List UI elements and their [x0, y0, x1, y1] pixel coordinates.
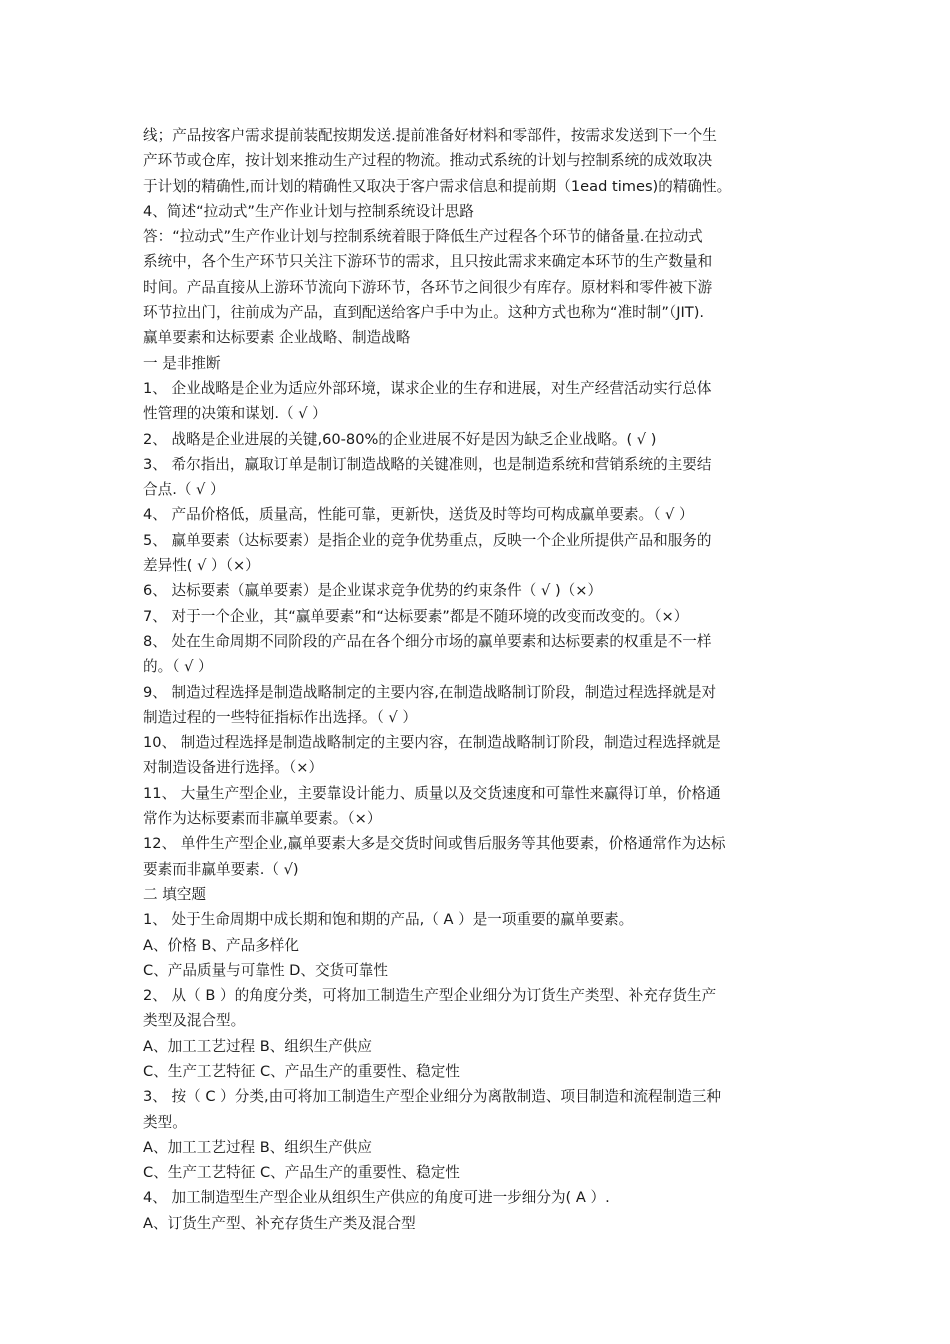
text-line: 时间。产品直接从上游环节流向下游环节，各环节之间很少有库存。原材料和零件被下游: [143, 278, 713, 296]
text-line: 3、 希尔指出，赢取订单是制订制造战略的关键准则，也是制造系统和营销系统的主要结: [143, 455, 712, 473]
text-line: A、订货生产型、补充存货生产类及混合型: [143, 1214, 416, 1232]
text-line: 7、 对于一个企业，其“赢单要素”和“达标要素”都是不随环境的改变而改变的。（×）: [143, 607, 689, 625]
text-line: 制造过程的一些特征指标作出选择。（ √ ）: [143, 708, 417, 726]
text-line: 于计划的精确性,而计划的精确性又取决于客户需求信息和提前期（1ead times)的精确性。: [143, 177, 732, 195]
text-line: 10、 制造过程选择是制造战略制定的主要内容，在制造战略制订阶段，制造过程选择就是: [143, 734, 721, 752]
text-line: 6、 达标要素（赢单要素）是企业谋求竞争优势的约束条件（ √ )（×）: [143, 582, 603, 600]
text-line: 常作为达标要素而非赢单要素。（×）: [143, 810, 382, 828]
text-line: 合点.（ √ ）: [143, 481, 225, 499]
text-line: 4、 产品价格低，质量高，性能可靠，更新快，送货及时等均可构成赢单要素。（ √ ）: [143, 506, 694, 524]
text-line: 差异性( √ ）（×）: [143, 557, 260, 575]
text-line: 类型。: [143, 1113, 187, 1131]
text-line: 1、 处于生命周期中成长期和饱和期的产品,（ A ）是一项重要的赢单要素。: [143, 911, 634, 929]
text-line: 4、简述“拉动式”生产作业计划与控制系统设计思路: [143, 202, 474, 220]
text-line: C、生产工艺特征 C、产品生产的重要性、稳定性: [143, 1062, 460, 1080]
text-line: 2、 战略是企业进展的关键,60-80%的企业进展不好是因为缺乏企业战略。( √ ): [143, 430, 657, 448]
text-line: 系统中，各个生产环节只关注下游环节的需求，且只按此需求来确定本环节的生产数量和: [143, 253, 713, 271]
text-line: C、产品质量与可靠性 D、交货可靠性: [143, 961, 388, 979]
text-line: 对制造设备进行选择。（×）: [143, 759, 324, 777]
text-line: 12、 单件生产型企业,赢单要素大多是交货时间或售后服务等其他要素，价格通常作为达标: [143, 835, 726, 853]
text-line: 3、 按（ C ）分类,由可将加工制造生产型企业细分为离散制造、项目制造和流程制造三种: [143, 1088, 722, 1106]
text-line: 8、 处在生命周期不同阶段的产品在各个细分市场的赢单要素和达标要素的权重是不一样: [143, 632, 712, 650]
text-line: C、生产工艺特征 C、产品生产的重要性、稳定性: [143, 1164, 460, 1182]
text-line: 性管理的决策和谋划.（ √ ）: [143, 405, 327, 423]
text-line: 要素而非赢单要素.（ √): [143, 860, 299, 878]
text-line: 线；产品按客户需求提前装配按期发送.提前准备好材料和零部件，按需求发送到下一个生: [143, 127, 717, 144]
text-line: 4、 加工制造型生产型企业从组织生产供应的角度可进一步细分为( A ）.: [143, 1189, 610, 1207]
text-line: A、加工工艺过程 B、组织生产供应: [143, 1138, 372, 1156]
document-text-body: [143, 123, 813, 1236]
text-line: A、价格 B、产品多样化: [143, 936, 299, 954]
text-line: 二 填空题: [143, 885, 207, 903]
text-line: 环节拉出门，往前成为产品，直到配送给客户手中为止。这种方式也称为“准时制”（JIT).: [143, 304, 705, 322]
text-line: 产环节或仓库，按计划来推动生产过程的物流。推动式系统的计划与控制系统的成效取决: [143, 152, 713, 170]
text-line: 11、 大量生产型企业，主要靠设计能力、质量以及交货速度和可靠性来赢得订单，价格通: [143, 784, 721, 802]
text-line: 2、 从（ B ）的角度分类，可将加工制造生产型企业细分为订货生产类型、补充存货生产: [143, 987, 717, 1005]
text-line: A、加工工艺过程 B、组织生产供应: [143, 1037, 372, 1055]
text-line: 5、 赢单要素（达标要素）是指企业的竞争优势重点，反映一个企业所提供产品和服务的: [143, 531, 712, 549]
text-line: 一 是非推断: [143, 354, 221, 372]
text-line: 答：“拉动式”生产作业计划与控制系统着眼于降低生产过程各个环节的储备量.在拉动式: [143, 228, 703, 246]
text-line: 类型及混合型。: [143, 1012, 246, 1030]
text-line: 1、 企业战略是企业为适应外部环境，谋求企业的生存和进展，对生产经营活动实行总体: [143, 379, 712, 397]
text-line: 9、 制造过程选择是制造战略制定的主要内容,在制造战略制订阶段，制造过程选择就是对: [143, 683, 717, 701]
text-line: 的。（ √ ）: [143, 658, 213, 676]
text-line: 赢单要素和达标要素 企业战略、制造战略: [143, 329, 411, 347]
